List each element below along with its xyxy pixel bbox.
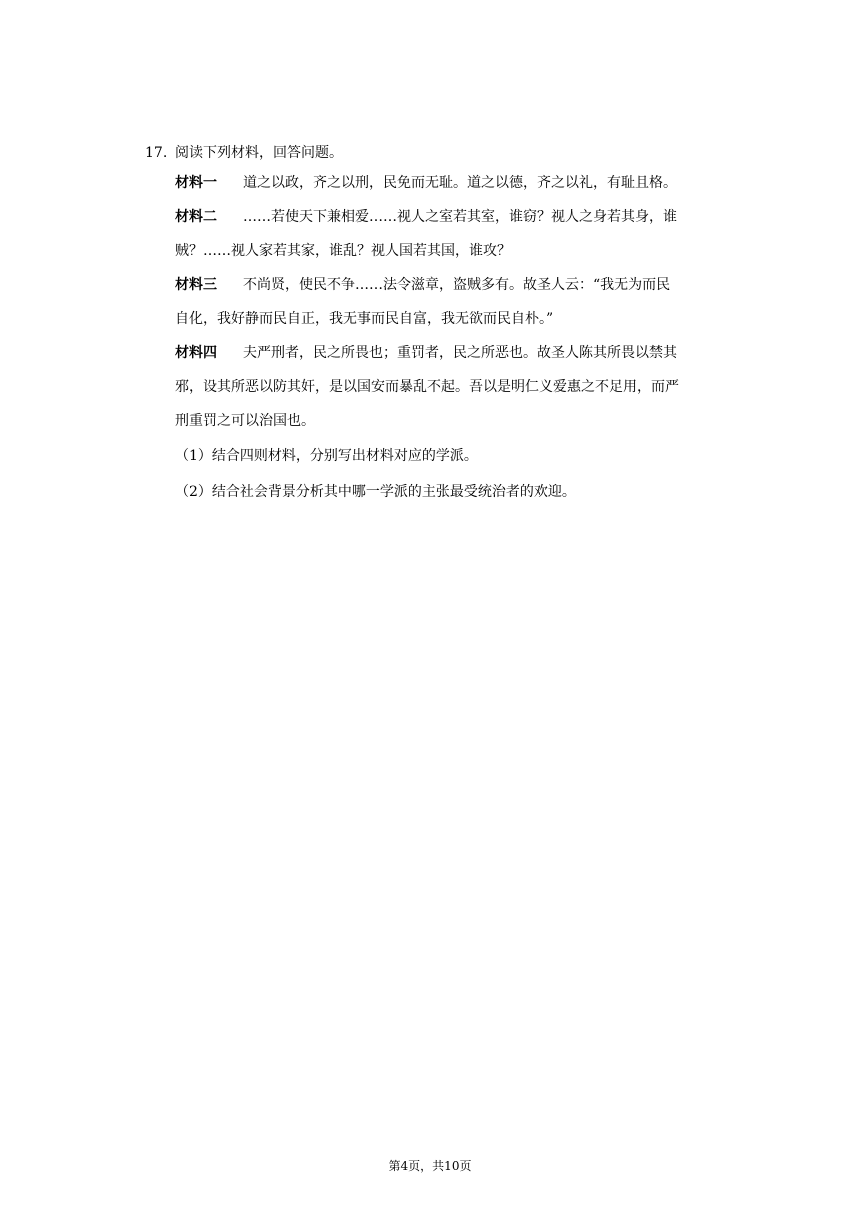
material-text: 道之以政，齐之以刑，民免而无耻。道之以德，齐之以礼，有耻且格。 <box>243 175 677 191</box>
material-label: 材料一 <box>175 175 217 191</box>
material-text: 贼？……视人家若其家，谁乱？视人国若其国，谁攻？ <box>175 243 511 259</box>
material-line <box>175 200 745 234</box>
material-text: 邪，设其所恶以防其奸，是以国安而暴乱不起。吾以是明仁义爱惠之不足用，而严 <box>175 379 679 395</box>
material-label: 材料三 <box>175 277 217 293</box>
material-label: 材料四 <box>175 345 217 361</box>
question-17 <box>145 140 745 510</box>
material-1 <box>175 166 745 200</box>
page-footer: 第4页，共10页 <box>388 1159 472 1173</box>
material-line <box>175 268 745 302</box>
material-2 <box>175 200 745 268</box>
material-text: 不尚贤，使民不争……法令滋章，盗贼多有。故圣人云：“我无为而民 <box>243 277 671 293</box>
material-text: ……若使天下兼相爱……视人之室若其室，谁窃？视人之身若其身，谁 <box>243 209 677 225</box>
question-prompt: 阅读下列材料，回答问题。 <box>175 145 343 161</box>
material-text: 自化，我好静而民自正，我无事而民自富，我无欲而民自朴。” <box>175 311 554 327</box>
material-3 <box>175 268 745 336</box>
sub-question-1: （1）结合四则材料，分别写出材料对应的学派。 <box>175 448 478 464</box>
question-number: 17. <box>145 145 168 161</box>
material-label: 材料二 <box>175 209 217 225</box>
material-text: 刑重罚之可以治国也。 <box>175 413 315 429</box>
material-text: 夫严刑者，民之所畏也；重罚者，民之所恶也。故圣人陈其所畏以禁其 <box>243 345 677 361</box>
sub-question-2: （2）结合社会背景分析其中哪一学派的主张最受统治者的欢迎。 <box>175 484 576 500</box>
material-4 <box>175 336 745 438</box>
question-header <box>145 140 745 166</box>
material-line <box>175 166 745 200</box>
material-line <box>175 336 745 370</box>
